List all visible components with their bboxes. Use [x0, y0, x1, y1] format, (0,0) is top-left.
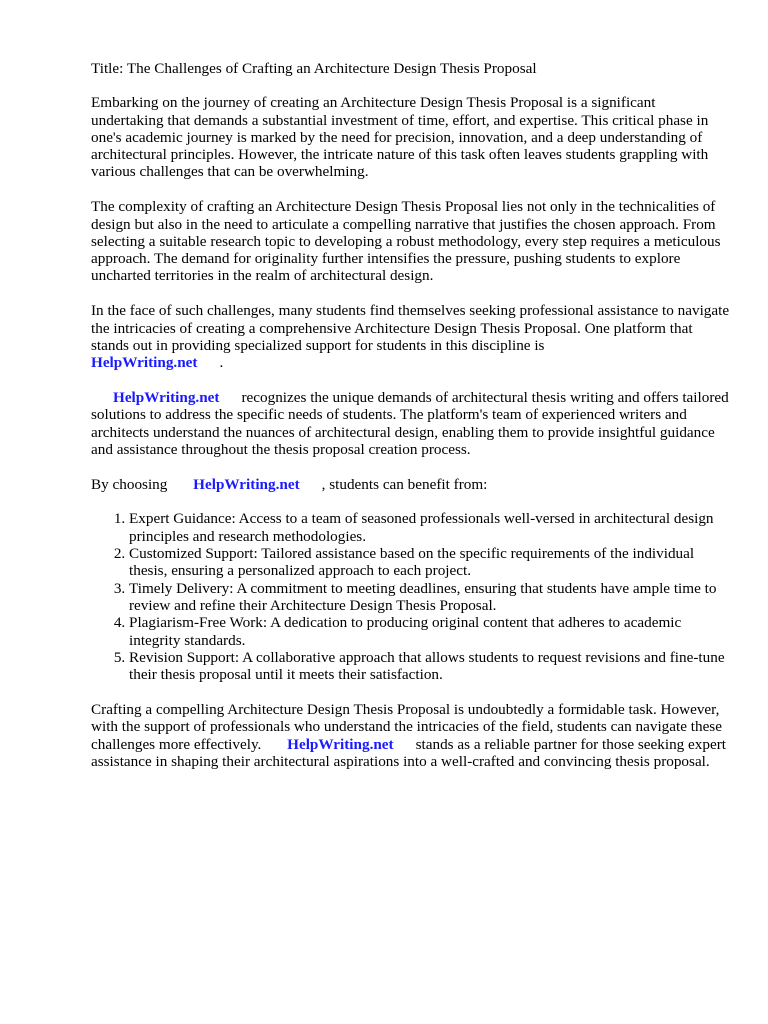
paragraph-recognizes: [91, 389, 731, 458]
helpwriting-link[interactable]: HelpWriting.net: [287, 735, 394, 753]
list-item: 4. Plagiarism-Free Work: A dedication to producing original content that adheres to academic integrity standards.: [129, 614, 731, 649]
document-page: [91, 60, 731, 788]
paragraph-conclusion-end: stands as a reliable partner for those seeking expert assistance in shaping their architectural aspirations into a well-crafted and convincing thesis proposal.: [91, 735, 727, 770]
list-item: 1. Expert Guidance: Access to a team of seasoned professionals well-versed in architectural design principles and research methodologies.: [129, 510, 731, 545]
paragraph-assistance-text: In the face of such challenges, many students find themselves seeking professional assistance to navigate the intricacies of creating a comprehensive Architecture Design Thesis Proposal. One platform that stands out in providing specialized support for students in this discipline is: [91, 302, 730, 354]
helpwriting-link[interactable]: HelpWriting.net: [113, 388, 220, 406]
paragraph-recognizes-text: recognizes the unique demands of architectural thesis writing and offers tailored solutions to address the specific needs of students. The platform's team of experienced writers and architects understand the nuances of architectural design, enabling them to provide insightful guidance and assistance throughout the thesis proposal creation process.: [91, 388, 729, 458]
list-item: 5. Revision Support: A collaborative approach that allows students to request revisions and fine-tune their thesis proposal until it meets their satisfaction.: [129, 649, 731, 684]
paragraph-intro: Embarking on the journey of creating an Architecture Design Thesis Proposal is a significant undertaking that demands a substantial investment of time, effort, and expertise. This critical phase in one's academic journey is marked by the need for precision, innovation, and a deep understanding of architectural principles. However, the intricate nature of this task often leaves students grappling with various challenges that can be overwhelming.: [91, 94, 709, 181]
paragraph-choosing-end: , students can benefit from:: [321, 475, 488, 493]
helpwriting-link[interactable]: HelpWriting.net: [91, 354, 198, 372]
paragraph-assistance-end: .: [219, 354, 224, 372]
paragraph-conclusion-text: Crafting a compelling Architecture Design Thesis Proposal is undoubtedly a formidable task. However, with the support of professionals who understand the intricacies of the field, students can navigate these challenges more effectively.: [91, 700, 722, 753]
paragraph-complexity: The complexity of crafting an Architecture Design Thesis Proposal lies not only in the technicalities of design but also in the need to articulate a compelling narrative that justifies the chosen approach. From selecting a suitable research topic to developing a robust methodology, every step requires a meticulous approach. The demand for originality further intensifies the pressure, pushing students to explore uncharted territories in the realm of architectural design.: [91, 198, 721, 285]
paragraph-conclusion: [91, 701, 731, 770]
paragraph-choosing: [91, 476, 731, 493]
list-item: 2. Customized Support: Tailored assistance based on the specific requirements of the individual thesis, ensuring a personalized approach to each project.: [129, 545, 731, 580]
paragraph-choosing-lead: By choosing: [91, 475, 168, 493]
benefits-list: [91, 510, 731, 683]
helpwriting-link[interactable]: HelpWriting.net: [193, 475, 300, 493]
paragraph-assistance: [91, 302, 731, 371]
list-item: 3. Timely Delivery: A commitment to meeting deadlines, ensuring that students have ample time to review and refine their Architecture Design Thesis Proposal.: [129, 580, 731, 615]
document-title: Title: The Challenges of Crafting an Architecture Design Thesis Proposal: [91, 60, 537, 77]
